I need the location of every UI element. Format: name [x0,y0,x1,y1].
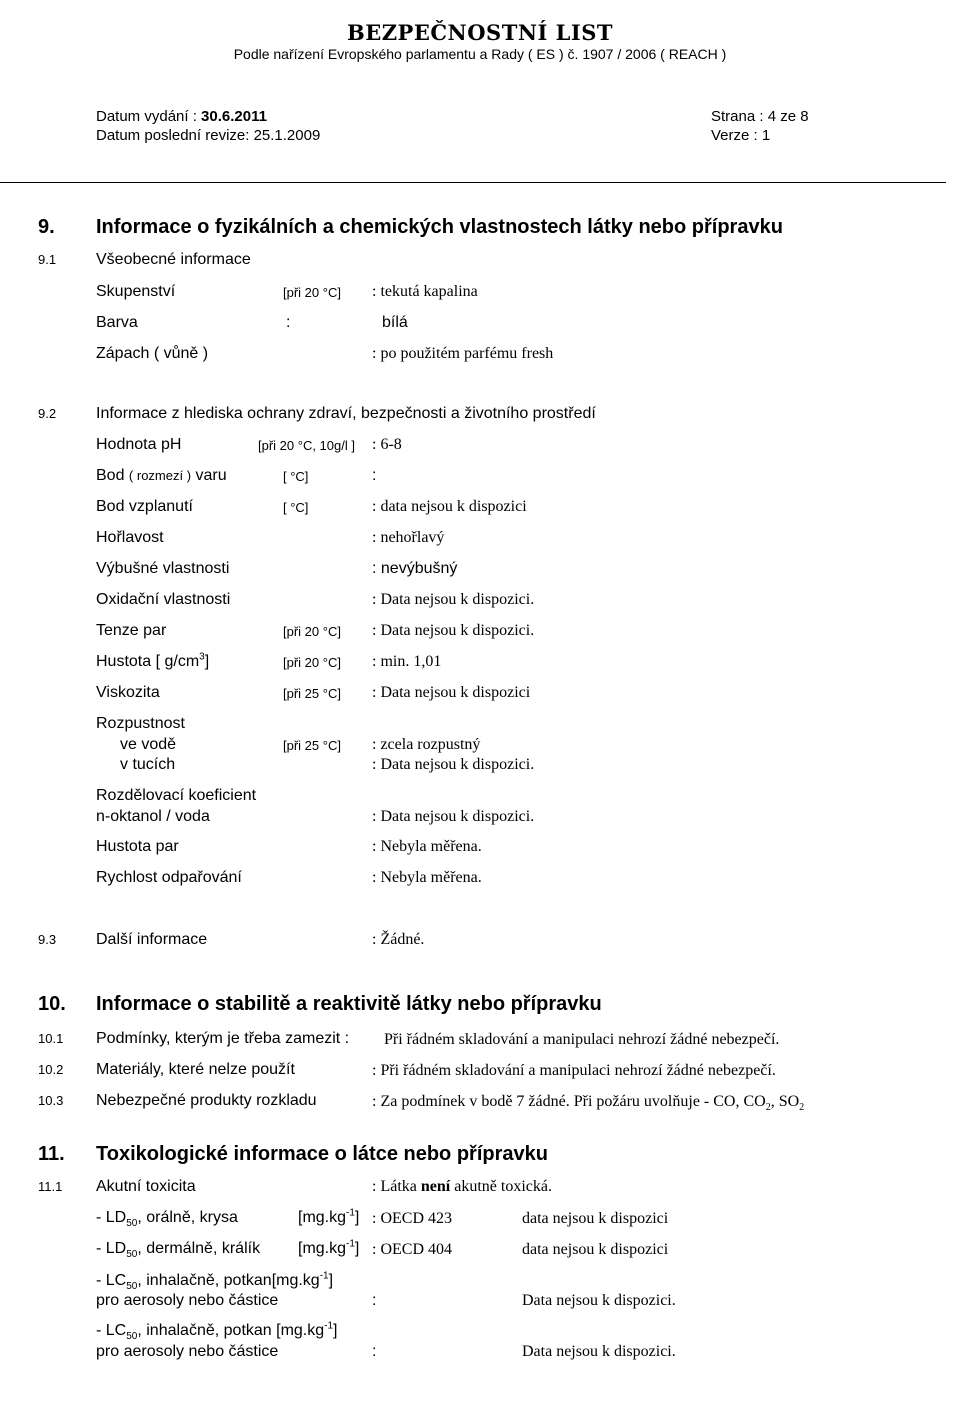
rozpustnost-label: Rozpustnost [96,715,185,732]
section-10-1-label: Podmínky, kterým je třeba zamezit : [96,1030,350,1047]
section-9-2-number: 9.2 [38,406,57,421]
lc50-inhal-1-label: - $LC_{50}$, inhalačně, $potkan[mg.kg^{-1}]$ [96,1270,334,1293]
section-9-title: Informace o fyzikálních a chemických vlastnostech látky nebo přípravku [96,216,783,238]
viskozita-condition: [při 25 °C] [283,686,341,701]
rozdelovaci-label-1: Rozdělovací koeficient [96,787,257,804]
ld50-dermal-method: : OECD 404 [372,1241,452,1258]
rozdelovaci-value: : Data nejsou k dispozici. [372,808,535,825]
section-9-1-number: 9.1 [38,252,57,267]
page-number: Strana : 4 ze 8 [711,108,809,125]
odparovani-label: Rychlost odpařování [96,869,242,886]
document-title: BEZPEČNOSTNÍ LIST [346,20,614,45]
zapach-label: Zápach ( vůně ) [96,345,209,362]
skupenstvi-condition: [při 20 °C] [283,285,341,300]
section-11-1-label: Akutní toxicita [96,1178,196,1195]
vybusne-label: Výbušné vlastnosti [96,560,230,577]
ld50-dermal-value: data nejsou k dispozici [522,1241,669,1258]
lc50-inhal-1-colon: : [372,1292,377,1309]
section-9-3-title: Další informace [96,931,208,948]
ld50-dermal-unit: $[mg.kg^{-1}]$ [298,1238,360,1257]
section-10-3-label: Nebezpečné produkty rozkladu [96,1092,317,1109]
section-11-1-value: : Látka není akutně toxická. [372,1178,552,1195]
skupenstvi-value: : tekutá kapalina [372,283,478,300]
section-9-1-title: Všeobecné informace [96,251,251,268]
revision-date: Datum poslední revize: 25.1.2009 [96,127,321,144]
section-9-number: 9. [38,216,55,238]
section-10-2-label: Materiály, které nelze použít [96,1061,295,1078]
ph-condition: [při 20 °C, 10g/l ] [258,438,355,453]
barva-value: bílá [382,314,408,331]
ph-value: : 6-8 [372,436,402,453]
barva-label: Barva [96,314,138,331]
odparovani-value: : Nebyla měřena. [372,869,482,886]
section-9-3-value: : Žádné. [372,931,425,948]
header-divider [0,182,946,183]
zapach-value: : po použitém parfému fresh [372,345,554,362]
section-9-2-title: Informace z hlediska ochrany zdraví, bezpečnosti a životního prostředí [96,405,596,422]
lc50-inhal-2-value: Data nejsou k dispozici. [522,1343,676,1360]
lc50-inhal-1-line2: pro aerosoly nebo částice [96,1292,279,1309]
ve-vode-value: : zcela rozpustný [372,736,481,753]
section-10-1-number: 10.1 [38,1031,64,1046]
section-10-3-number: 10.3 [38,1093,64,1108]
version: Verze : 1 [711,127,771,144]
hustota-par-value: : Nebyla měřena. [372,838,482,855]
section-9-3-number: 9.3 [38,932,57,947]
skupenstvi-label: Skupenství [96,283,176,300]
viskozita-value: : Data nejsou k dispozici [372,684,531,701]
v-tucich-label: v tucích [120,756,176,773]
hustota-par-label: Hustota par [96,838,179,855]
rozdelovaci-label-2: n-oktanol / voda [96,808,210,825]
document-subtitle: Podle nařízení Evropského parlamentu a Rady ( ES ) č. 1907 / 2006 ( REACH ) [233,46,727,62]
section-10-3-value: : Za podmínek v bodě 7 žádné. Při požáru uvolňuje - CO, $CO_2$, $SO_2$ [372,1093,805,1114]
section-10-1-value: Při řádném skladování a manipulaci nehrozí žádné nebezpečí. [384,1031,780,1048]
ld50-oral-method: : OECD 423 [372,1210,452,1227]
section-10-2-value: : Při řádném skladování a manipulaci nehrozí žádné nebezpečí. [372,1062,776,1079]
vzplanuti-value: : data nejsou k dispozici [372,498,527,515]
horlavost-value: : nehořlavý [372,529,445,546]
lc50-inhal-2-colon: : [372,1343,377,1360]
section-11-number: 11. [38,1143,65,1165]
ph-label: Hodnota pH [96,436,182,453]
tenze-label: Tenze par [96,622,167,639]
lc50-inhal-2-label: - $LC_{50}$, inhalačně, potkan $[mg.kg^{-1}]$ [96,1320,338,1343]
ve-vode-label: ve vodě [120,736,177,753]
ld50-dermal-label: - $LD_{50}$, dermálně, králík [96,1240,261,1261]
tenze-condition: [při 20 °C] [283,624,341,639]
ld50-oral-label: - $LD_{50}$, orálně, krysa [96,1209,238,1230]
issue-date: Datum vydání : 30.6.2011 [96,108,267,125]
horlavost-label: Hořlavost [96,529,164,546]
vzplanuti-condition: [ °C] [283,500,309,515]
tenze-value: : Data nejsou k dispozici. [372,622,535,639]
vybusne-value: : nevýbušný [372,560,458,577]
oxidacni-label: Oxidační vlastnosti [96,591,231,608]
lc50-inhal-1-value: Data nejsou k dispozici. [522,1292,676,1309]
bod-varu-value: : [372,467,377,484]
oxidacni-value: : Data nejsou k dispozici. [372,591,535,608]
bod-varu-label: Bod ( rozmezí ) varu [96,467,227,484]
section-10-title: Informace o stabilitě a reaktivitě látky nebo přípravku [96,993,602,1015]
section-11-1-number: 11.1 [38,1179,63,1194]
hustota-value: : min. 1,01 [372,653,442,670]
hustota-label: Hustota [ $g/cm^3$] [96,651,210,670]
section-10-number: 10. [38,993,66,1015]
section-11-title: Toxikologické informace o látce nebo přípravku [96,1143,548,1165]
viskozita-label: Viskozita [96,684,160,701]
v-tucich-value: : Data nejsou k dispozici. [372,756,535,773]
vzplanuti-label: Bod vzplanutí [96,498,193,515]
section-10-2-number: 10.2 [38,1062,64,1077]
hustota-condition: [při 20 °C] [283,655,341,670]
ve-vode-condition: [při 25 °C] [283,738,341,753]
ld50-oral-unit: $[mg.kg^{-1}]$ [298,1207,360,1226]
barva-colon: : [286,314,291,331]
bod-varu-condition: [ °C] [283,469,309,484]
ld50-oral-value: data nejsou k dispozici [522,1210,669,1227]
lc50-inhal-2-line2: pro aerosoly nebo částice [96,1343,279,1360]
